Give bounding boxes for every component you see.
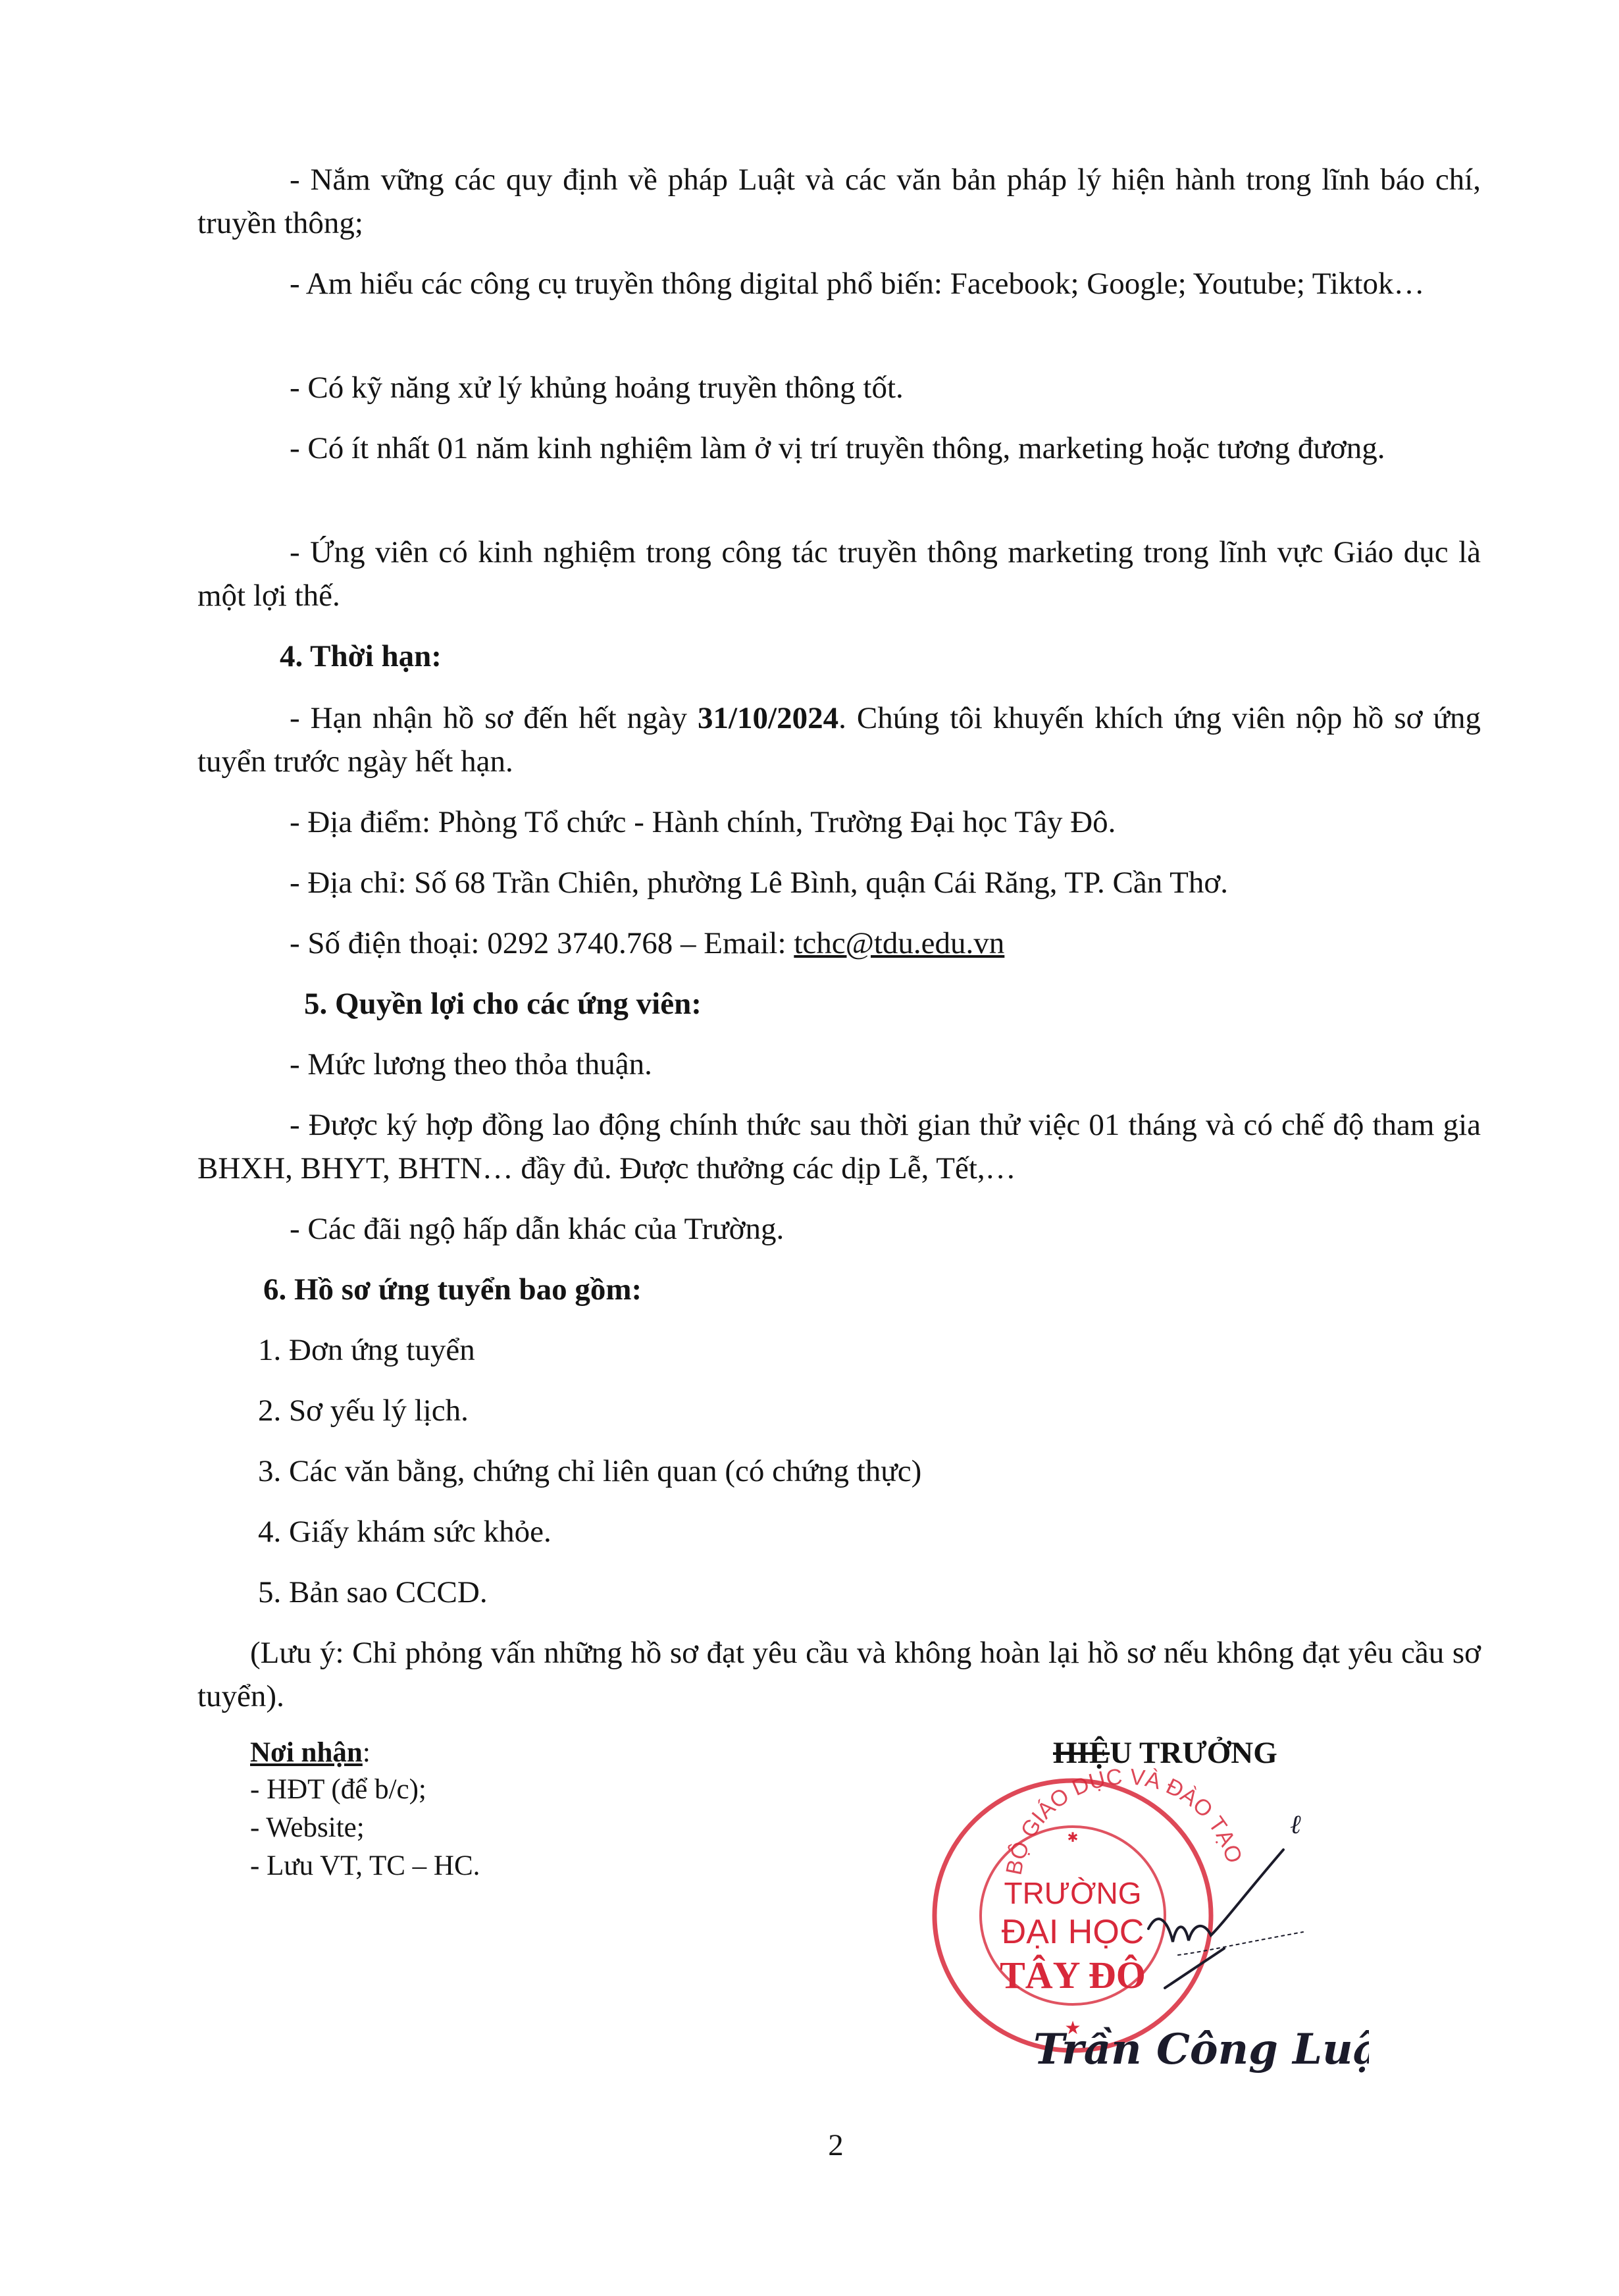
- page-number: 2: [828, 2128, 844, 2162]
- stamp-line-3: TÂY ĐÔ: [1000, 1954, 1146, 1996]
- benefit-salary: - Mức lương theo thỏa thuận.: [290, 1047, 652, 1082]
- dossier-item: 5. Bản sao CCCD.: [258, 1575, 488, 1609]
- deadline-location: - Địa điểm: Phòng Tổ chức - Hành chính, Trường Đại học Tây Đô.: [290, 805, 1116, 839]
- requirement-law: - Nắm vững các quy định về pháp Luật và các văn bản pháp lý hiện hành trong lĩnh báo chí, truyền thông;: [197, 163, 1481, 240]
- dossier-item: 4. Giấy khám sức khỏe.: [258, 1515, 552, 1549]
- svg-text:✱: ✱: [1067, 1831, 1079, 1845]
- deadline-address: - Địa chỉ: Số 68 Trần Chiên, phường Lê Bình, quận Cái Răng, TP. Cần Thơ.: [290, 866, 1228, 900]
- section-heading-benefits: 5. Quyền lợi cho các ứng viên:: [304, 987, 702, 1021]
- requirement-experience: - Có ít nhất 01 năm kinh nghiệm làm ở vị trí truyền thông, marketing hoặc tương đương.: [290, 431, 1385, 465]
- requirement-crisis: - Có kỹ năng xử lý khủng hoảng truyền thông tốt.: [290, 371, 904, 405]
- dossier-item: 2. Sơ yếu lý lịch.: [258, 1394, 469, 1428]
- stamp-line-2: ĐẠI HỌC: [1001, 1913, 1144, 1951]
- email-link[interactable]: tchc@tdu.edu.vn: [794, 926, 1005, 960]
- handwritten-name-icon: [1027, 2001, 1369, 2093]
- recipient-item: - HĐT (để b/c);: [250, 1774, 426, 1805]
- benefit-other: - Các đãi ngộ hấp dẫn khác của Trường.: [290, 1212, 784, 1246]
- benefit-contract: - Được ký hợp đồng lao động chính thức sau thời gian thử việc 01 tháng và có chế độ tham gia BHXH, BHYT, BHTN… đầy đủ. Được thưởng các dịp Lễ, Tết,…: [197, 1108, 1481, 1186]
- deadline-contact: - Số điện thoại: 0292 3740.768 – Email: tchc@tdu.edu.vn: [290, 926, 1005, 960]
- svg-text:BỘ GIÁO DỤC VÀ ĐÀO TẠO: [1002, 1764, 1247, 1877]
- requirement-digital-tools: - Am hiểu các công cụ truyền thông digital phổ biến: Facebook; Google; Youtube; Tiktok…: [290, 267, 1425, 301]
- deadline-date: 31/10/2024: [698, 701, 839, 735]
- deadline-text: - Hạn nhận hồ sơ đến hết ngày 31/10/2024. Chúng tôi khuyến khích ứng viên nộp hồ sơ ứng tuyển trước ngày hết hạn.: [197, 701, 1481, 779]
- section-heading-dossier: 6. Hồ sơ ứng tuyển bao gồm:: [263, 1272, 642, 1307]
- section-heading-deadline: 4. Thời hạn:: [280, 639, 442, 673]
- stamp-ring-text: BỘ GIÁO DỤC VÀ ĐÀO TẠO: [1001, 1764, 1247, 1877]
- svg-text:★: ★: [1064, 2018, 1081, 2038]
- recipients-label: Nơi nhận:: [250, 1737, 371, 1768]
- recipient-item: - Website;: [250, 1812, 365, 1843]
- requirement-education-advantage: - Ứng viên có kinh nghiệm trong công tác truyền thông marketing trong lĩnh vực Giáo dục là một lợi thế.: [197, 535, 1481, 613]
- dossier-item: 3. Các văn bằng, chứng chỉ liên quan (có chứng thực): [258, 1454, 922, 1488]
- stamp-line-1: TRƯỜNG: [1004, 1876, 1142, 1910]
- signer-name: [1027, 2001, 1369, 2093]
- signature-title: HIỆU TRƯỞNG: [1053, 1736, 1277, 1770]
- svg-text:Trần Công Luận: Trần Công Lu: [1033, 2025, 1353, 2074]
- recipient-item: - Lưu VT, TC – HC.: [250, 1850, 480, 1881]
- dossier-note: (Lưu ý: Chỉ phỏng vấn những hồ sơ đạt yêu cầu và không hoàn lại hồ sơ nếu không đạt yêu cầu sơ tuyển).: [197, 1636, 1481, 1713]
- svg-text:ℓ: ℓ: [1290, 1810, 1301, 1840]
- dossier-item: 1. Đơn ứng tuyển: [258, 1333, 475, 1367]
